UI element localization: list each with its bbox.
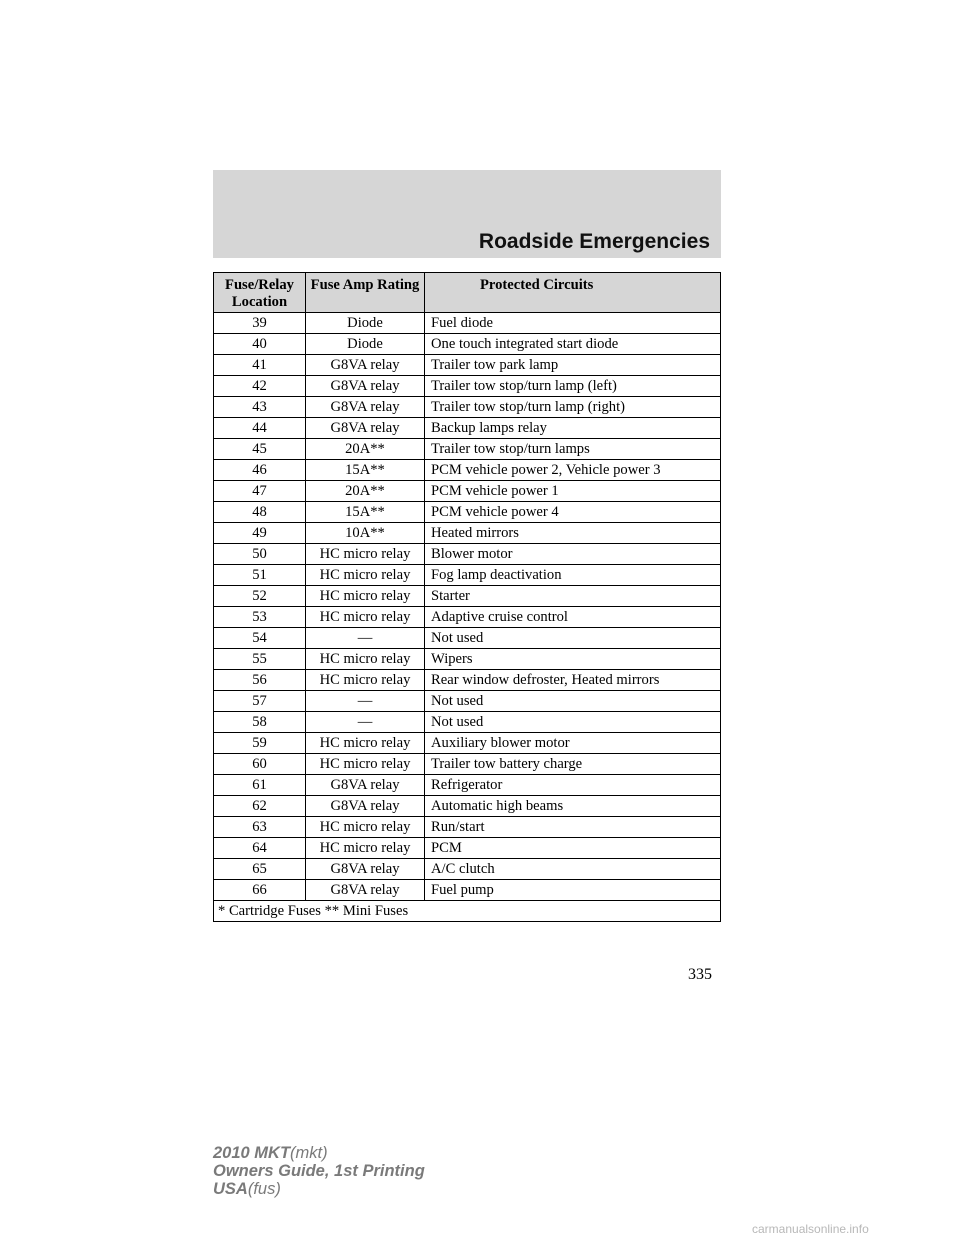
cell-protected-circuit: A/C clutch [425,859,721,880]
cell-location: 63 [214,817,306,838]
table-row [214,418,721,439]
cell-location: 64 [214,838,306,859]
cell-protected-circuit: Not used [425,628,721,649]
cell-protected-circuit: Trailer tow stop/turn lamp (right) [425,397,721,418]
cell-amp-rating: HC micro relay [306,817,425,838]
cell-protected-circuit: Auxiliary blower motor [425,733,721,754]
table-row [214,859,721,880]
cell-location: 62 [214,796,306,817]
cell-protected-circuit: Rear window defroster, Heated mirrors [425,670,721,691]
table-row [214,628,721,649]
cell-protected-circuit: One touch integrated start diode [425,334,721,355]
table-row [214,775,721,796]
table-row [214,880,721,901]
cell-amp-rating: G8VA relay [306,880,425,901]
table-row [214,712,721,733]
cell-protected-circuit: Trailer tow park lamp [425,355,721,376]
cell-amp-rating: HC micro relay [306,649,425,670]
table-row [214,649,721,670]
page-number: 335 [688,966,712,983]
footer-model: 2010 MKT [213,1144,291,1162]
cell-location: 51 [214,565,306,586]
cell-location: 47 [214,481,306,502]
table-row [214,754,721,775]
cell-protected-circuit: Automatic high beams [425,796,721,817]
table-header-row [214,273,721,313]
cell-amp-rating: HC micro relay [306,670,425,691]
column-header-location: Fuse/Relay Location [214,273,306,313]
footer-market-code: (fus) [247,1180,281,1198]
table-row [214,397,721,418]
cell-amp-rating: HC micro relay [306,544,425,565]
cell-location: 65 [214,859,306,880]
table-row [214,817,721,838]
cell-amp-rating: G8VA relay [306,397,425,418]
cell-location: 59 [214,733,306,754]
cell-location: 53 [214,607,306,628]
cell-protected-circuit: Fuel pump [425,880,721,901]
cell-amp-rating: G8VA relay [306,775,425,796]
table-row [214,502,721,523]
cell-protected-circuit: Wipers [425,649,721,670]
cell-location: 42 [214,376,306,397]
cell-location: 55 [214,649,306,670]
cell-location: 41 [214,355,306,376]
cell-protected-circuit: Blower motor [425,544,721,565]
cell-amp-rating: HC micro relay [306,838,425,859]
cell-location: 58 [214,712,306,733]
cell-location: 57 [214,691,306,712]
cell-amp-rating: G8VA relay [306,859,425,880]
table-row [214,565,721,586]
cell-amp-rating: HC micro relay [306,565,425,586]
column-header-protected-circuits: Protected Circuits [425,273,721,313]
cell-location: 43 [214,397,306,418]
cell-amp-rating: HC micro relay [306,607,425,628]
cell-amp-rating: Diode [306,313,425,334]
table-row [214,586,721,607]
table-footnote: * Cartridge Fuses ** Mini Fuses [214,901,721,922]
table-row [214,544,721,565]
table-row [214,523,721,544]
cell-location: 48 [214,502,306,523]
table-row [214,838,721,859]
fuse-table-body [214,313,721,901]
cell-amp-rating: HC micro relay [306,586,425,607]
cell-amp-rating: G8VA relay [306,796,425,817]
cell-amp-rating: 20A** [306,439,425,460]
cell-amp-rating: 10A** [306,523,425,544]
cell-amp-rating: HC micro relay [306,754,425,775]
cell-amp-rating: — [306,691,425,712]
cell-protected-circuit: PCM vehicle power 2, Vehicle power 3 [425,460,721,481]
footer-line-model [213,1144,425,1162]
table-row [214,481,721,502]
column-header-amp-rating: Fuse Amp Rating [306,273,425,313]
cell-location: 56 [214,670,306,691]
table-row [214,334,721,355]
cell-amp-rating: — [306,628,425,649]
cell-amp-rating: — [306,712,425,733]
table-row [214,733,721,754]
cell-amp-rating: 15A** [306,460,425,481]
cell-location: 50 [214,544,306,565]
print-footer [213,1144,425,1198]
fuse-table [213,272,721,922]
cell-amp-rating: 20A** [306,481,425,502]
footer-market: USA [213,1180,248,1198]
cell-protected-circuit: PCM [425,838,721,859]
cell-protected-circuit: Trailer tow stop/turn lamps [425,439,721,460]
table-row [214,796,721,817]
cell-protected-circuit: Adaptive cruise control [425,607,721,628]
table-row [214,439,721,460]
footer-line-market [213,1180,425,1198]
cell-location: 61 [214,775,306,796]
cell-protected-circuit: Fuel diode [425,313,721,334]
cell-location: 66 [214,880,306,901]
cell-location: 49 [214,523,306,544]
cell-location: 44 [214,418,306,439]
cell-protected-circuit: Heated mirrors [425,523,721,544]
cell-location: 40 [214,334,306,355]
table-row [214,670,721,691]
table-row [214,355,721,376]
cell-protected-circuit: Backup lamps relay [425,418,721,439]
section-title: Roadside Emergencies [478,230,710,253]
cell-amp-rating: G8VA relay [306,418,425,439]
table-row [214,313,721,334]
cell-protected-circuit: PCM vehicle power 4 [425,502,721,523]
cell-protected-circuit: Refrigerator [425,775,721,796]
footer-model-code: (mkt) [290,1144,328,1162]
watermark: carmanualsonline.info [752,1222,869,1236]
table-row [214,460,721,481]
cell-protected-circuit: Fog lamp deactivation [425,565,721,586]
table-row [214,691,721,712]
table-row [214,376,721,397]
section-header-band [213,170,721,258]
cell-location: 39 [214,313,306,334]
cell-protected-circuit: Trailer tow battery charge [425,754,721,775]
cell-location: 60 [214,754,306,775]
cell-location: 45 [214,439,306,460]
footnote-row [214,901,721,922]
cell-protected-circuit: Not used [425,691,721,712]
cell-protected-circuit: PCM vehicle power 1 [425,481,721,502]
cell-location: 46 [214,460,306,481]
cell-protected-circuit: Run/start [425,817,721,838]
cell-amp-rating: HC micro relay [306,733,425,754]
footer-line-guide: Owners Guide, 1st Printing [213,1162,425,1180]
cell-amp-rating: Diode [306,334,425,355]
cell-amp-rating: G8VA relay [306,355,425,376]
cell-location: 52 [214,586,306,607]
cell-protected-circuit: Not used [425,712,721,733]
table-row [214,607,721,628]
cell-amp-rating: G8VA relay [306,376,425,397]
cell-protected-circuit: Trailer tow stop/turn lamp (left) [425,376,721,397]
cell-location: 54 [214,628,306,649]
cell-amp-rating: 15A** [306,502,425,523]
cell-protected-circuit: Starter [425,586,721,607]
